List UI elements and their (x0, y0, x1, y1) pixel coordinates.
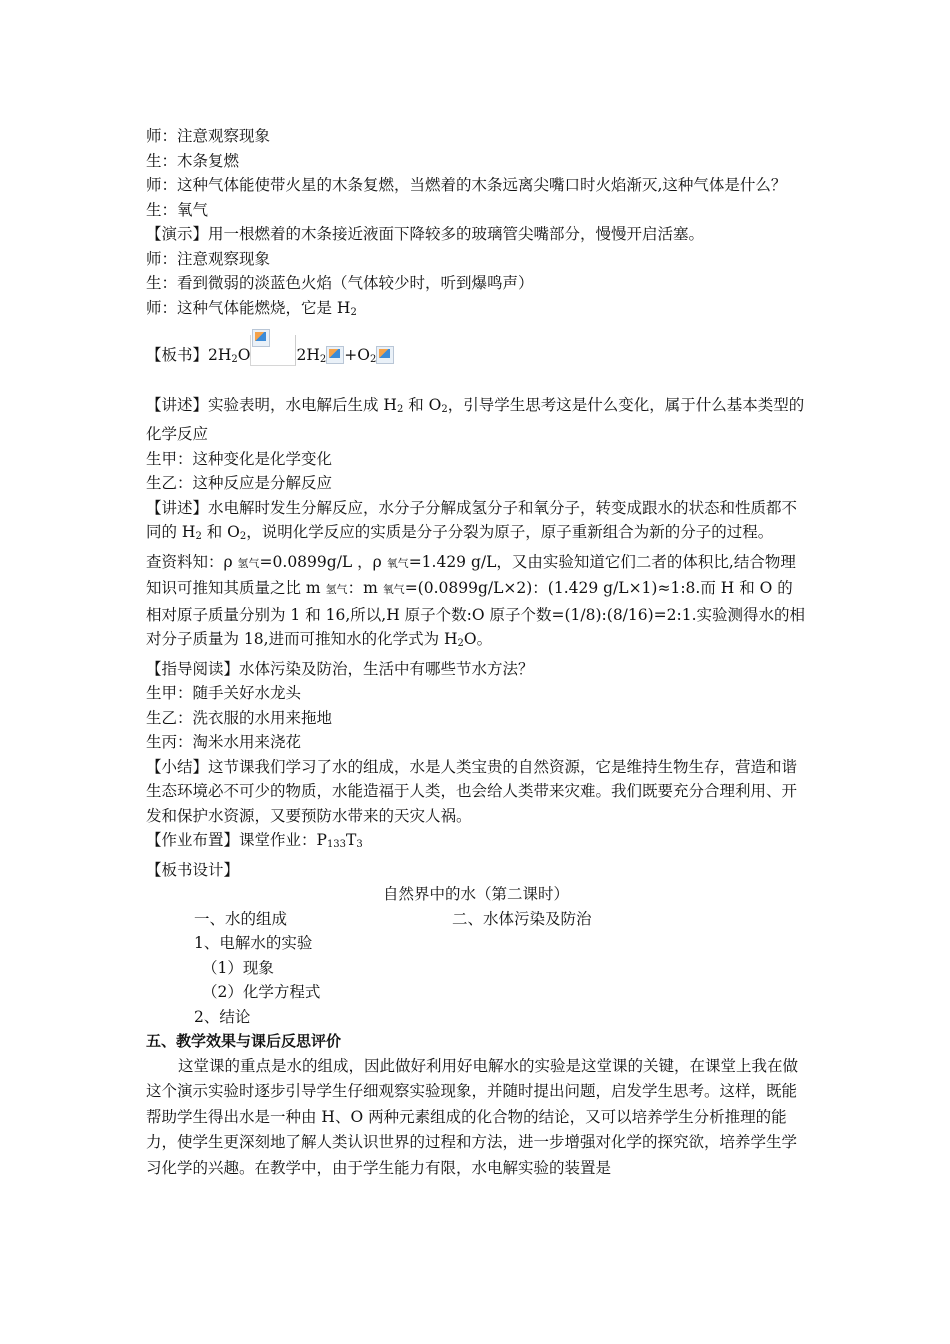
subscript: 133 (326, 839, 347, 850)
text-line: 师：注意观察现象 (146, 127, 271, 145)
subscript: 2 (396, 403, 404, 415)
text-line: 生丙：淘米水用来浇花 (146, 733, 302, 751)
text-span: ，引导学生思考这是什么变化，属于什么基本类型的化学反应 (146, 395, 805, 443)
text-line: 师：这种气体能使带火星的木条复燃，当燃着的木条远离尖嘴口时火焰渐灭,这种气体是什么？ (146, 176, 787, 194)
text-paragraph (146, 393, 806, 447)
subscript: 氧气 (382, 583, 405, 596)
subscript: 2 (369, 354, 377, 365)
text-span: =0.0899g/L ，ρ (259, 552, 387, 571)
text-span: =1.429 g/L，又由实验知道它们二者的体积比,结合物理知识可推知其质量之比 m (146, 552, 796, 597)
text-span: 【讲述】水电解时发生分解反应，水分子分解成氢分子和氧分子，转变成跟水的状态和性质都不同的 H (146, 498, 798, 541)
text-span: O。 (463, 630, 493, 648)
text-span: 师：这种气体能燃烧，它是 H (146, 298, 351, 317)
subscript: 2 (319, 354, 327, 365)
text-line: 生乙：这种反应是分解反应 (146, 474, 333, 492)
text-line: 生：木条复燃 (146, 151, 240, 170)
subscript: 2 (195, 531, 202, 542)
text-span: O (237, 346, 251, 364)
text-span: 2H (296, 346, 320, 364)
subscript: 氢气 (237, 556, 260, 570)
text-paragraph: 【小结】这节课我们学习了水的组成，水是人类宝贵的自然资源，它是维持生物生存，营造和谐生态环境必不可少的物质，水能造福于人类，也会给人类带来灾难。我们既要充分合理利用、开发和保护水资源，又要预防水带来的天灾人祸。 (146, 757, 798, 825)
subscript: 2 (350, 306, 357, 318)
subscript: 2 (231, 354, 238, 365)
text-line: 生：看到微弱的淡蓝色火焰（气体较少时，听到爆鸣声） (146, 274, 534, 292)
text-line: 【板书设计】 (146, 860, 240, 879)
board-row (146, 907, 806, 932)
board-label: 【板书】2H (146, 346, 232, 364)
text-line: 【演示】用一根燃着的木条接近液面下降较多的玻璃管尖嘴部分，慢慢开启活塞。 (146, 225, 705, 243)
reaction-arrow-image (250, 335, 296, 366)
board-title: 自然界中的水（第二课时） (382, 885, 569, 903)
subscript: 3 (356, 839, 363, 850)
text-line: 生甲：随手关好水龙头 (146, 684, 302, 702)
board-heading-left: 一、水的组成 (194, 909, 288, 928)
section-paragraph: 这堂课的重点是水的组成，因此做好利用好电解水的实验是这堂课的关键，在课堂上我在做这个演示实验时逐步引导学生仔细观察实验现象，并随时提出问题，启发学生思考。这样，既能帮助学生得出水是一种由 H、O 两种元素组成的化合物的结论，又可以培养学生分析推理的能力，使学生更深刻地了解人类认识世界的过程和方法，进一步增强对化学的探究欲，培养学生学习化学的兴趣。在教学中，由于学生能力有限，水电解实验的装置是 (146, 1056, 799, 1177)
image-placeholder-icon (252, 329, 270, 347)
board-item: （1）现象 (202, 958, 274, 977)
subscript: 2 (441, 403, 448, 415)
text-line: 生乙：洗衣服的水用来拖地 (146, 708, 333, 727)
document-page (146, 124, 806, 1181)
equation-line (146, 335, 806, 373)
text-span: =(0.0899g/L×2)：(1.429 g/L×1)≈1:8.而 H 和 O 的相对原子质量分别为 1 和 16,所以,H 原子个数:O 原子个数=(1/8):(8/16)=2:1.实验测得水的相对分子质量为 18,进而可推知水的化学式为 H (146, 579, 806, 648)
text-line: 生甲：这种变化是化学变化 (146, 449, 333, 468)
text-span: 和 O (403, 395, 442, 414)
subscript: 氢气 (325, 583, 348, 596)
text-line: 生：氧气 (146, 200, 209, 219)
board-item: （2）化学方程式 (202, 983, 321, 1001)
text-span: 和 O (201, 523, 240, 541)
board-item: 2、结论 (194, 1007, 251, 1026)
text-line (146, 296, 806, 326)
section-heading: 五、教学效果与课后反思评价 (146, 1032, 342, 1050)
subscript: 氧气 (386, 556, 409, 570)
text-paragraph (146, 496, 806, 550)
text-line (146, 828, 806, 858)
text-span: +O (344, 346, 370, 364)
subscript: 2 (457, 638, 464, 649)
text-span: ：m (347, 579, 383, 597)
subscript: 2 (239, 531, 247, 542)
text-span: T (346, 831, 357, 849)
text-line: 师：注意观察现象 (146, 249, 271, 268)
text-span: 【作业布置】课堂作业：P (146, 831, 327, 849)
text-line: 【指导阅读】水体污染及防治，生活中有哪些节水方法？ (146, 659, 534, 678)
text-span: ，说明化学反应的实质是分子分裂为原子，原子重新组合为新的分子的过程。 (246, 523, 774, 541)
text-span: 查资料知：ρ (146, 552, 238, 571)
board-heading-right: 二、水体污染及防治 (452, 909, 592, 928)
image-placeholder-icon (326, 346, 344, 364)
image-placeholder-icon (376, 346, 394, 364)
text-paragraph (146, 550, 806, 657)
text-span: 【讲述】实验表明，水电解后生成 H (146, 395, 397, 414)
board-item: 1、电解水的实验 (194, 934, 313, 952)
